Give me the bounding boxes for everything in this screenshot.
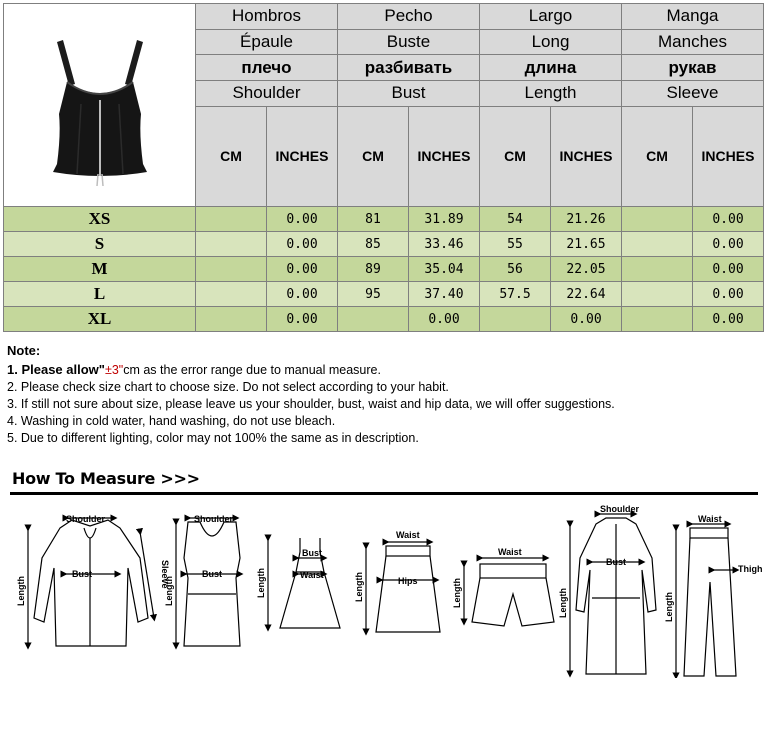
note-1-strong: 1. Please allow" (7, 362, 105, 377)
table-row (4, 257, 764, 282)
label-bust: Bust (202, 569, 222, 579)
trousers-diagram (676, 524, 736, 676)
col-header-largo: Largo (480, 4, 622, 30)
label-waist: Waist (498, 547, 522, 557)
col-header-buste: Buste (338, 29, 480, 55)
label-shoulder: Shoulder (66, 514, 106, 524)
table-cell (196, 307, 267, 332)
note-line-1 (7, 361, 757, 379)
label-hips: Hips (398, 576, 418, 586)
table-cell: 0.00 (693, 257, 764, 282)
table-cell: 33.46 (409, 232, 480, 257)
label-waist: Waist (396, 530, 420, 540)
table-cell: 22.05 (551, 257, 622, 282)
label-length: Length (664, 592, 674, 622)
note-line-4: 4. Washing in cold water, hand washing, do not use bleach. (7, 414, 336, 428)
table-cell: 54 (480, 207, 551, 232)
table-cell: 0.00 (693, 307, 764, 332)
table-cell: 0.00 (693, 207, 764, 232)
label-length: Length (16, 576, 26, 606)
unit-cell: INCHES (267, 106, 338, 207)
table-cell: 0.00 (409, 307, 480, 332)
label-thigh: Thigh (738, 564, 763, 574)
col-header-hombros: Hombros (196, 4, 338, 30)
label-length: Length (558, 588, 568, 618)
note-line-5: 5. Due to different lighting, color may not 100% the same as in description. (7, 431, 419, 445)
size-label: M (4, 257, 196, 282)
label-sleeve: Sleeve (160, 560, 170, 589)
table-cell: 57.5 (480, 282, 551, 307)
col-header-length: Length (480, 80, 622, 106)
table-cell: 22.64 (551, 282, 622, 307)
table-cell: 0.00 (267, 257, 338, 282)
table-cell (196, 232, 267, 257)
size-label: L (4, 282, 196, 307)
note-line-3: 3. If still not sure about size, please leave us your shoulder, bust, waist and hip data, we will offer suggestions. (7, 397, 615, 411)
size-label: S (4, 232, 196, 257)
table-cell: 37.40 (409, 282, 480, 307)
label-bust: Bust (302, 548, 322, 558)
unit-cell: CM (622, 106, 693, 207)
size-label: XS (4, 207, 196, 232)
header-row-spanish (4, 4, 764, 30)
table-cell (196, 282, 267, 307)
table-cell (622, 282, 693, 307)
table-cell: 21.26 (551, 207, 622, 232)
unit-cell: CM (338, 106, 409, 207)
size-chart-table (3, 3, 764, 332)
col-header-razbivat: разбивать (338, 55, 480, 81)
how-to-measure-label: How To Measure (12, 469, 156, 488)
blouse-diagram (28, 518, 154, 646)
table-cell (622, 207, 693, 232)
table-cell: 85 (338, 232, 409, 257)
col-header-rukav: рукав (622, 55, 764, 81)
col-header-pecho: Pecho (338, 4, 480, 30)
col-header-dlina: длина (480, 55, 622, 81)
notes-section (7, 342, 757, 447)
note-1-rest: cm as the error range due to manual measure. (123, 363, 381, 377)
notes-title: Note: (7, 343, 41, 358)
unit-cell: INCHES (693, 106, 764, 207)
coat-diagram (570, 514, 656, 674)
table-cell: 0.00 (267, 307, 338, 332)
table-row (4, 307, 764, 332)
table-cell: 0.00 (551, 307, 622, 332)
note-1-tolerance: ±3" (104, 363, 124, 377)
table-cell (622, 257, 693, 282)
table-row (4, 282, 764, 307)
table-cell: 55 (480, 232, 551, 257)
table-row (4, 207, 764, 232)
unit-cell: INCHES (409, 106, 480, 207)
unit-cell: CM (480, 106, 551, 207)
table-cell (622, 232, 693, 257)
note-line-2: 2. Please check size chart to choose size. Do not select according to your habit. (7, 380, 449, 394)
table-cell: 56 (480, 257, 551, 282)
measurement-diagrams (0, 498, 767, 678)
table-cell: 31.89 (409, 207, 480, 232)
size-label: XL (4, 307, 196, 332)
table-cell: 0.00 (267, 232, 338, 257)
table-cell (196, 257, 267, 282)
unit-cell: INCHES (551, 106, 622, 207)
col-header-epaule: Épaule (196, 29, 338, 55)
label-length: Length (164, 576, 174, 606)
table-cell: 89 (338, 257, 409, 282)
black-zip-tank-top-image (5, 4, 195, 201)
col-header-bust: Bust (338, 80, 480, 106)
shorts-diagram (464, 558, 554, 626)
product-photo (4, 4, 196, 207)
table-cell: 35.04 (409, 257, 480, 282)
unit-cell: CM (196, 106, 267, 207)
table-cell (196, 207, 267, 232)
col-header-long: Long (480, 29, 622, 55)
table-cell: 0.00 (693, 282, 764, 307)
divider (10, 492, 758, 495)
arrows-icon: >>> (160, 469, 200, 488)
label-waist: Waist (300, 570, 324, 580)
table-cell: 0.00 (267, 282, 338, 307)
table-cell (338, 307, 409, 332)
col-header-plecho: плечо (196, 55, 338, 81)
label-waist: Waist (698, 514, 722, 524)
label-bust: Bust (72, 569, 92, 579)
table-cell: 21.65 (551, 232, 622, 257)
table-cell: 95 (338, 282, 409, 307)
table-cell: 0.00 (693, 232, 764, 257)
how-to-measure-title (12, 469, 200, 488)
table-cell (480, 307, 551, 332)
skirt-diagram (366, 542, 440, 632)
label-length: Length (452, 578, 462, 608)
label-bust: Bust (606, 557, 626, 567)
label-length: Length (256, 568, 266, 598)
label-shoulder: Shoulder (194, 514, 234, 524)
table-cell (622, 307, 693, 332)
col-header-sleeve: Sleeve (622, 80, 764, 106)
tank-diagram (176, 518, 240, 646)
table-cell: 81 (338, 207, 409, 232)
table-cell: 0.00 (267, 207, 338, 232)
col-header-manga: Manga (622, 4, 764, 30)
label-shoulder: Shoulder (600, 504, 640, 514)
col-header-shoulder: Shoulder (196, 80, 338, 106)
table-row (4, 232, 764, 257)
col-header-manches: Manches (622, 29, 764, 55)
label-length: Length (354, 572, 364, 602)
